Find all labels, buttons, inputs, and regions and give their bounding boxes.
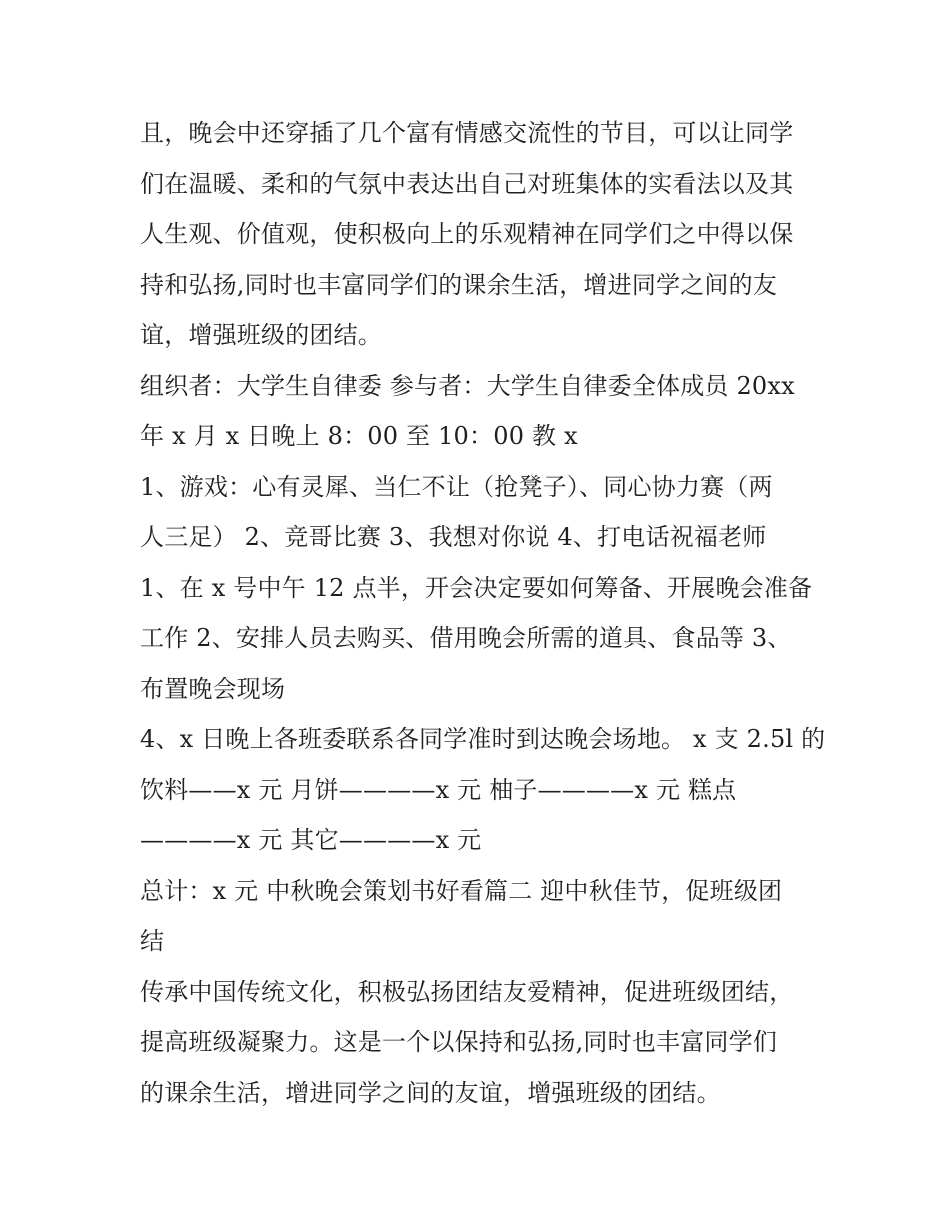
text-line: 4、x 日晚上各班委联系各同学准时到达晚会场地。 x 支 2.5l 的 [140,725,826,753]
text-line: 持和弘扬,同时也丰富同学们的课余生活，增进同学之间的友 [140,270,778,299]
text-line: 总计：x 元 中秋晚会策划书好看篇二 迎中秋佳节，促班级团 [140,876,783,905]
text-line: ————x 元 其它————x 元 [140,826,482,854]
text-line: 饮料——x 元 月饼————x 元 柚子————x 元 糕点 [140,775,737,804]
paragraph-theme [140,967,820,1119]
text-line: 1、游戏：心有灵犀、当仁不让（抢凳子）、同心协力赛（两 [140,472,773,501]
text-line: 们在温暖、柔和的气氛中表达出自己对班集体的实看法以及其 [140,169,794,198]
text-line: 结 [140,927,165,955]
text-line: 传承中国传统文化，积极弘扬团结友爱精神，促进班级团结， [140,977,794,1006]
paragraph-total [140,866,820,967]
text-line: 人三足） 2、竞哥比赛 3、我想对你说 4、打电话祝福老师 [140,523,767,551]
text-line: 1、在 x 号中午 12 点半，开会决定要如何筹备、开展晚会准备 [140,573,813,602]
paragraph-budget [140,714,826,866]
paragraph-purpose [140,108,820,361]
text-line: 布置晚会现场 [140,674,286,703]
text-line: 的课余生活，增进同学之间的友谊，增强班级的团结。 [140,1078,721,1107]
paragraph-organizer [140,361,820,462]
text-line: 提高班级凝聚力。这是一个以保持和弘扬,同时也丰富同学们 [140,1028,778,1056]
paragraph-preparation [140,563,820,715]
text-line: 人生观、价值观，使积极向上的乐观精神在同学们之中得以保 [140,220,794,248]
text-line: 谊，增强班级的团结。 [140,321,382,349]
text-line: 工作 2、安排人员去购买、借用晚会所需的道具、食品等 3、 [140,624,792,652]
text-line: 且，晚会中还穿插了几个富有情感交流性的节目，可以让同学 [140,119,794,147]
text-line: 组织者：大学生自律委 参与者：大学生自律委全体成员 20xx [140,371,795,400]
paragraph-activities [140,462,820,563]
document-body [140,108,826,1118]
text-line: 年 x 月 x 日晚上 8：00 至 10：00 教 x [140,422,578,450]
